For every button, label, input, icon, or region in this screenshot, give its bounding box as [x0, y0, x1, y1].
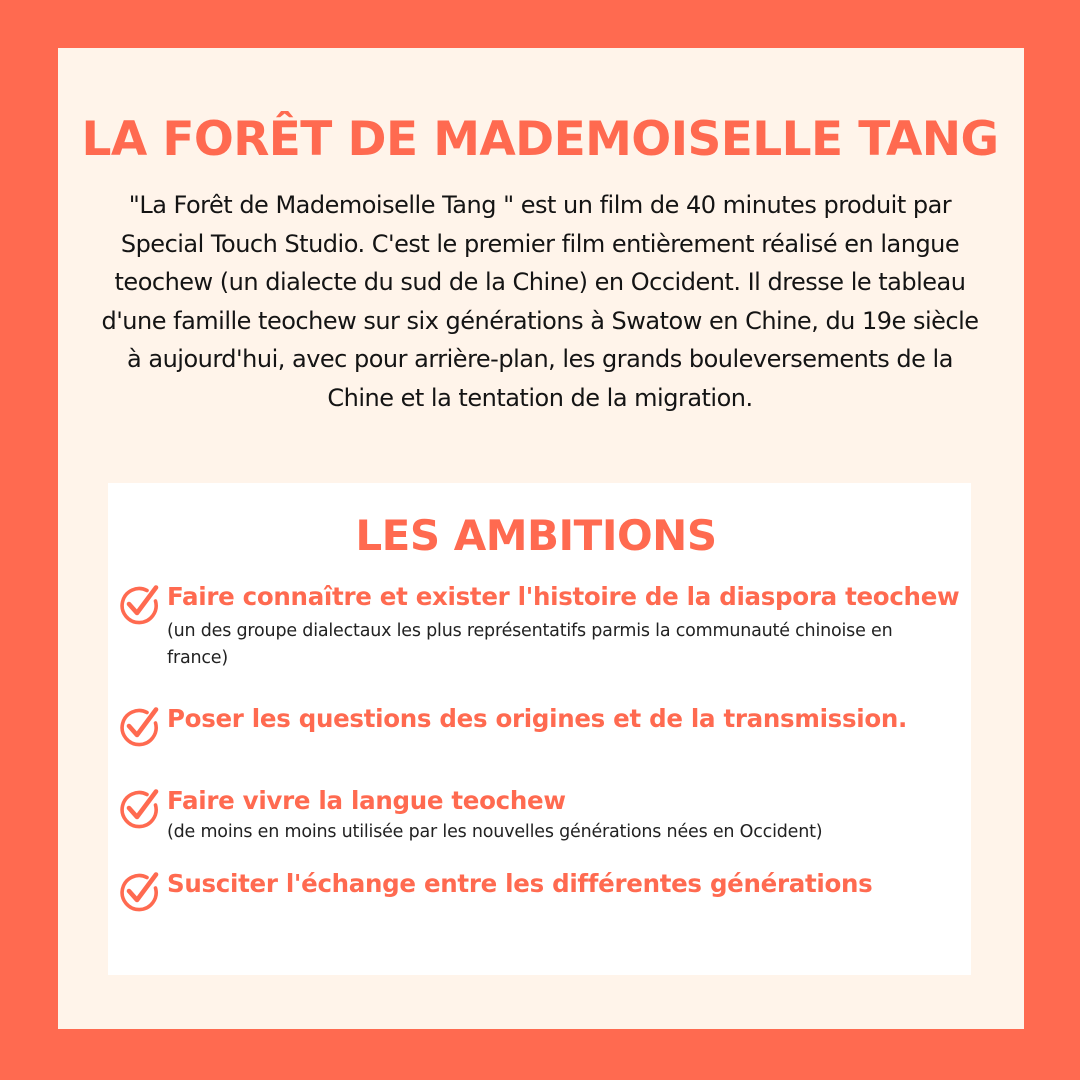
ambition-text: Faire connaître et exister l'histoire de la diaspora teochew: [167, 582, 960, 611]
intro-paragraph: "La Forêt de Mademoiselle Tang " est un film de 40 minutes produit par Special Touch Studio. C'est le premier film entièrement réalisé en langue teochew (un dialecte du sud de la Chine) en Occident. Il dresse le tableau d'une famille teochew sur six générations à Swatow en Chine, du 19e siècle à aujourd'hui, avec pour arrière-plan, les grands bouleversements de la Chine et la tentation de la migration.: [101, 191, 979, 412]
ambition-text: Faire vivre la langue teochew: [167, 786, 566, 815]
ambition-subtext: (de moins en moins utilisée par les nouvelles générations nées en Occident): [167, 822, 823, 842]
ambition-subtext: (un des groupe dialectaux les plus représentatifs parmis la communauté chinoise en france): [167, 621, 893, 668]
check-circle-icon: [116, 786, 162, 832]
ambition-text: Poser les questions des origines et de la transmission.: [167, 704, 908, 733]
check-circle-icon: [116, 582, 162, 628]
check-circle-icon: [116, 704, 162, 750]
page-title: LA FORÊT DE MADEMOISELLE TANG: [81, 112, 999, 167]
check-circle-icon: [116, 869, 162, 915]
ambition-text: Susciter l'échange entre les différentes générations: [167, 869, 873, 898]
ambitions-title: LES AMBITIONS: [355, 511, 717, 560]
